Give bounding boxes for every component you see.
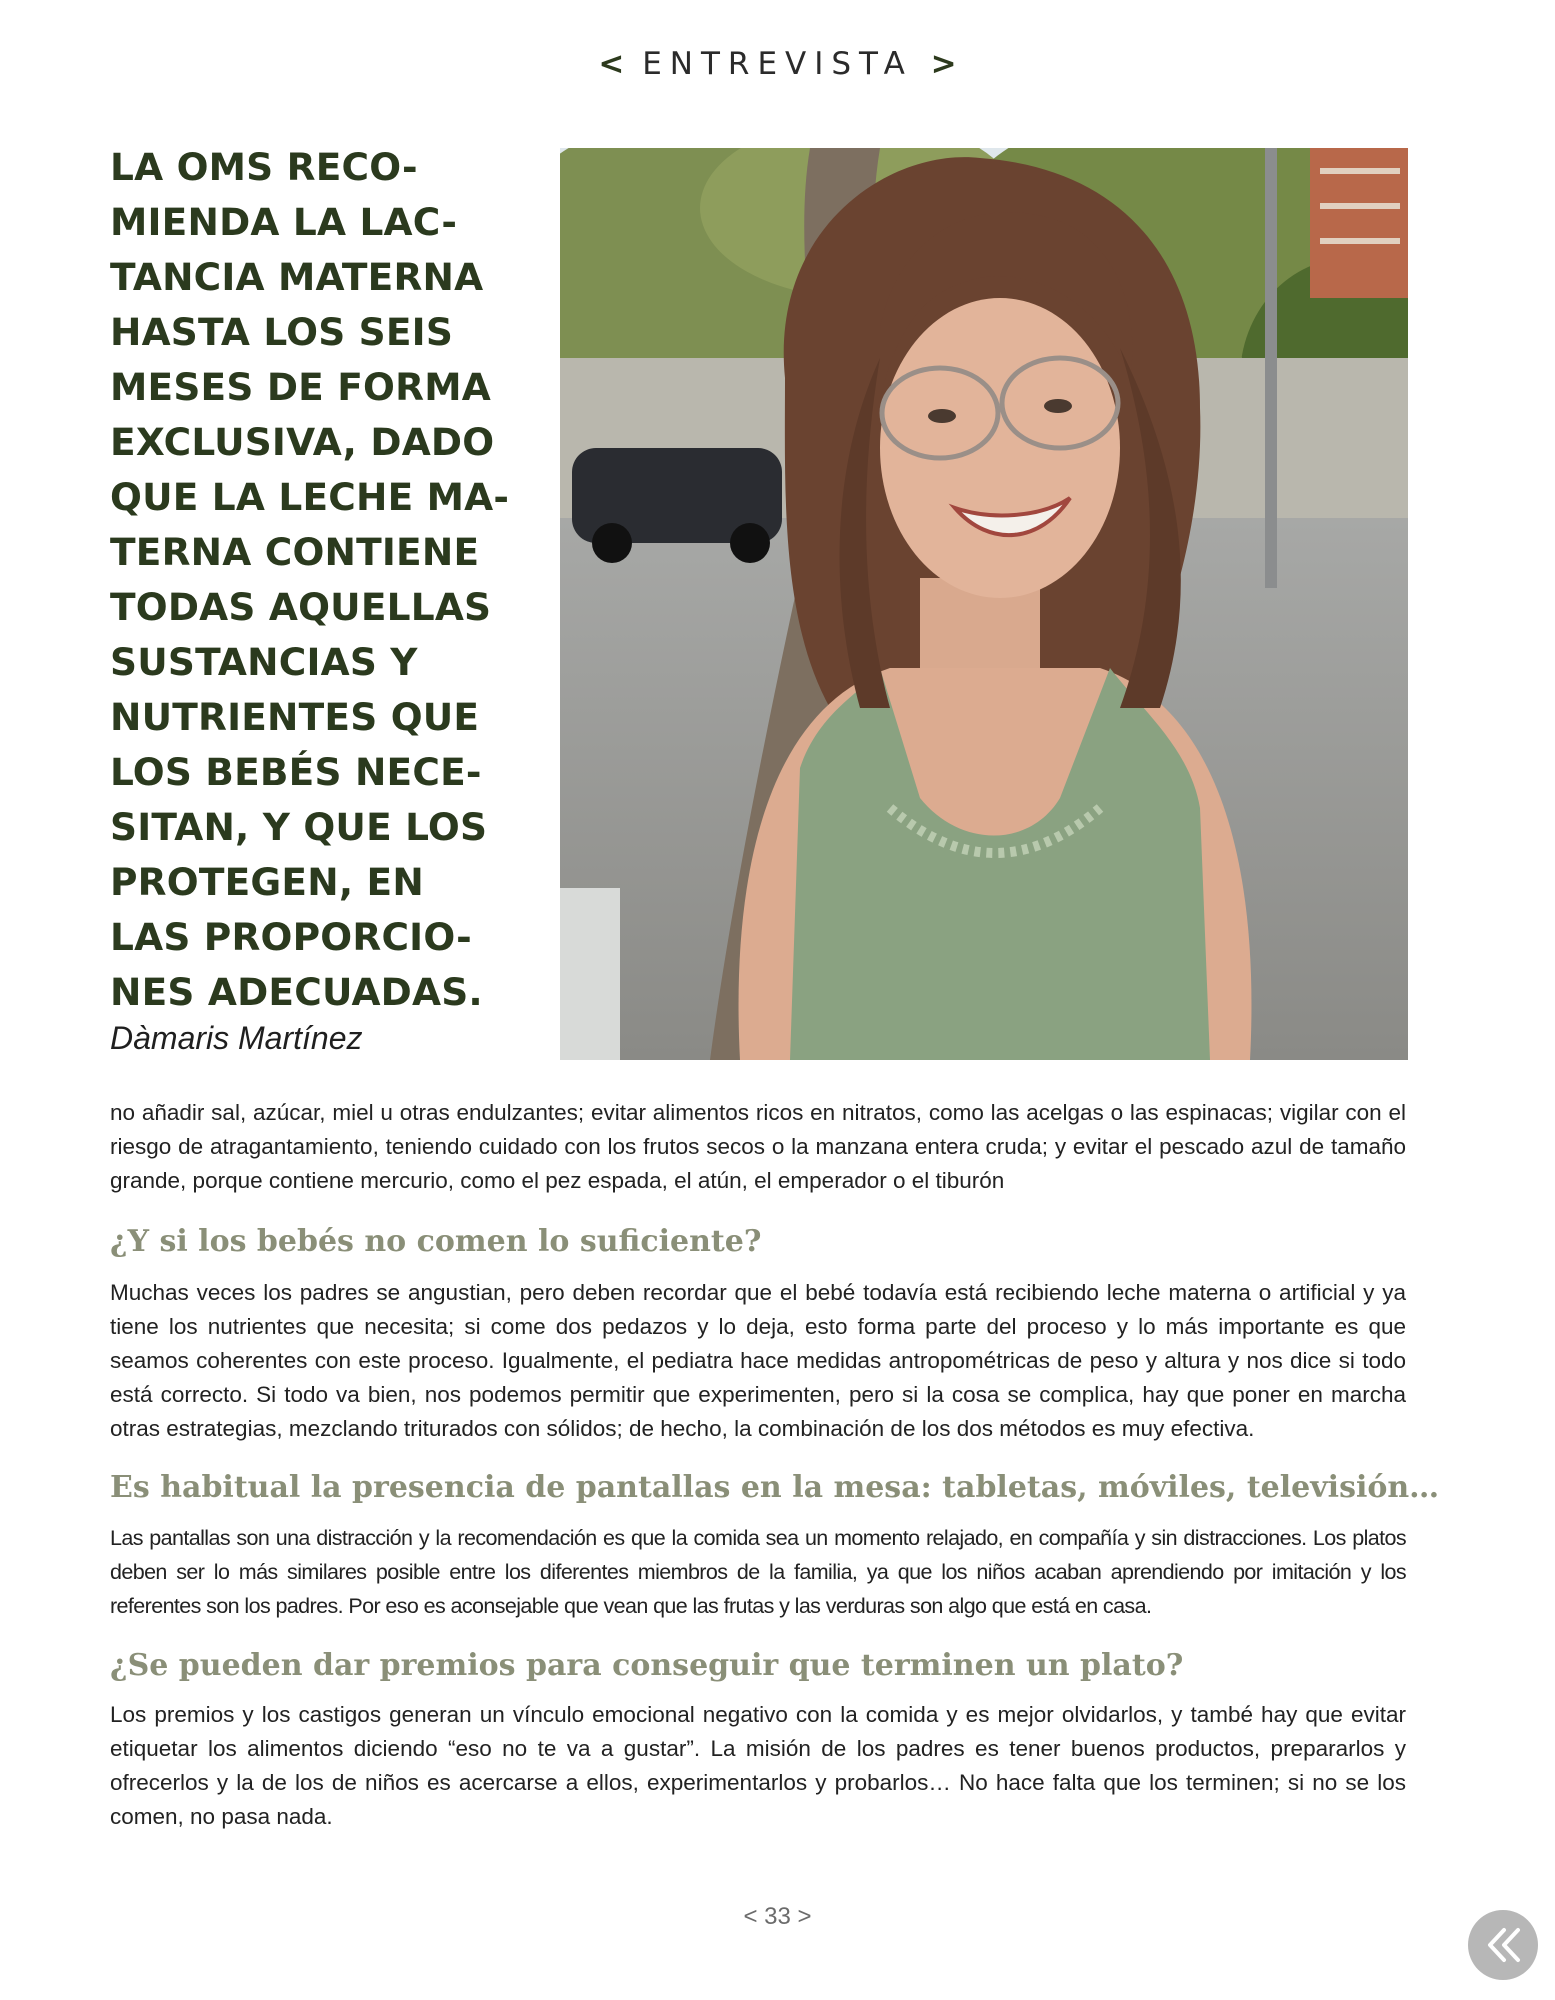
double-chevron-left-icon [1468, 1910, 1538, 1980]
pull-quote-line: NUTRIENTES QUE [110, 695, 480, 739]
question-heading: ¿Se pueden dar premios para conseguir que terminen un plato? [110, 1648, 1184, 1683]
pull-quote-line: LOS BEBÉS NECE- [110, 750, 482, 794]
pull-quote-line: MIENDA LA LAC- [110, 200, 458, 244]
pull-quote [110, 140, 530, 1020]
pull-quote-line: TANCIA MATERNA [110, 255, 484, 299]
pull-quote-line: QUE LA LECHE MA- [110, 475, 510, 519]
pull-quote-line: TERNA CONTIENE [110, 530, 480, 574]
pull-quote-line: NES ADECUADAS. [110, 970, 483, 1014]
answer-paragraph: Muchas veces los padres se angustian, pero deben recordar que el bebé todavía está recibiendo leche materna o artificial y ya tiene los nutrientes que necesita; si come dos pedazos y lo deja, esto forma parte del proceso y lo más importante es que seamos coherentes con este proceso. Igualmente, el pediatra hace medidas antropométricas de peso y altura y nos dice si todo está correcto. Si todo va bien, nos podemos permitir que experimenten, pero si la cosa se complica, hay que poner en marcha otras estrategias, mezclando triturados con sólidos; de hecho, la combinación de los dos métodos es muy efectiva. [110, 1280, 1406, 1441]
answer-paragraph: Las pantallas son una distracción y la recomendación es que la comida sea un momento relajado, en compañía y sin distracciones. Los platos deben ser lo más similares posible entre los diferentes miembros de la familia, ya que los niños acaban aprendiendo por imitación y los referentes son los padres. Por eso es aconsejable que vean que las frutas y las verduras son algo que está en casa. [110, 1526, 1406, 1618]
page-number: < 33 > [743, 1903, 812, 1930]
pull-quote-line: TODAS AQUELLAS [110, 585, 492, 629]
pull-quote-line: SITAN, Y QUE LOS [110, 805, 488, 849]
section-title: ENTREVISTA [642, 46, 913, 82]
question-heading: Es habitual la presencia de pantallas en la mesa: tabletas, móviles, televisión… [110, 1470, 1440, 1505]
pull-quote-line: LAS PROPORCIO- [110, 915, 472, 959]
quote-author: Dàmaris Martínez [110, 1020, 363, 1056]
back-button[interactable] [1468, 1910, 1538, 1980]
pull-quote-line: HASTA LOS SEIS [110, 310, 454, 354]
pull-quote-line: EXCLUSIVA, DADO [110, 420, 495, 464]
pull-quote-line: PROTEGEN, EN [110, 860, 424, 904]
pull-quote-line: MESES DE FORMA [110, 365, 491, 409]
pull-quote-line: LA OMS RECO- [110, 145, 418, 189]
article-intro-paragraph: no añadir sal, azúcar, miel u otras endulzantes; evitar alimentos ricos en nitratos, como las acelgas o las espinacas; vigilar con el riesgo de atragantamiento, teniendo cuidado con los frutos secos o la manzana entera cruda; y evitar el pescado azul de tamaño grande, porque contiene mercurio, como el pez espada, el atún, el emperador o el tiburón [110, 1100, 1406, 1193]
section-header [0, 46, 1555, 82]
answer-paragraph: Los premios y los castigos generan un vínculo emocional negativo con la comida y es mejor olvidarlos, y també hay que evitar etiquetar los alimentos diciendo “eso no te va a gustar”. La misión de los padres es tener buenos productos, prepararlos y ofrecerlos y la de los de niños es acercarse a ellos, experimentarlos y probarlos… No hace falta que los terminen; si no se los comen, no pasa nada. [110, 1702, 1406, 1829]
interviewee-photo [560, 148, 1408, 1060]
question-heading: ¿Y si los bebés no comen lo suficiente? [110, 1224, 762, 1259]
pull-quote-line: SUSTANCIAS Y [110, 640, 418, 684]
right-chevron-icon: > [930, 46, 957, 82]
left-chevron-icon: < [598, 46, 625, 82]
